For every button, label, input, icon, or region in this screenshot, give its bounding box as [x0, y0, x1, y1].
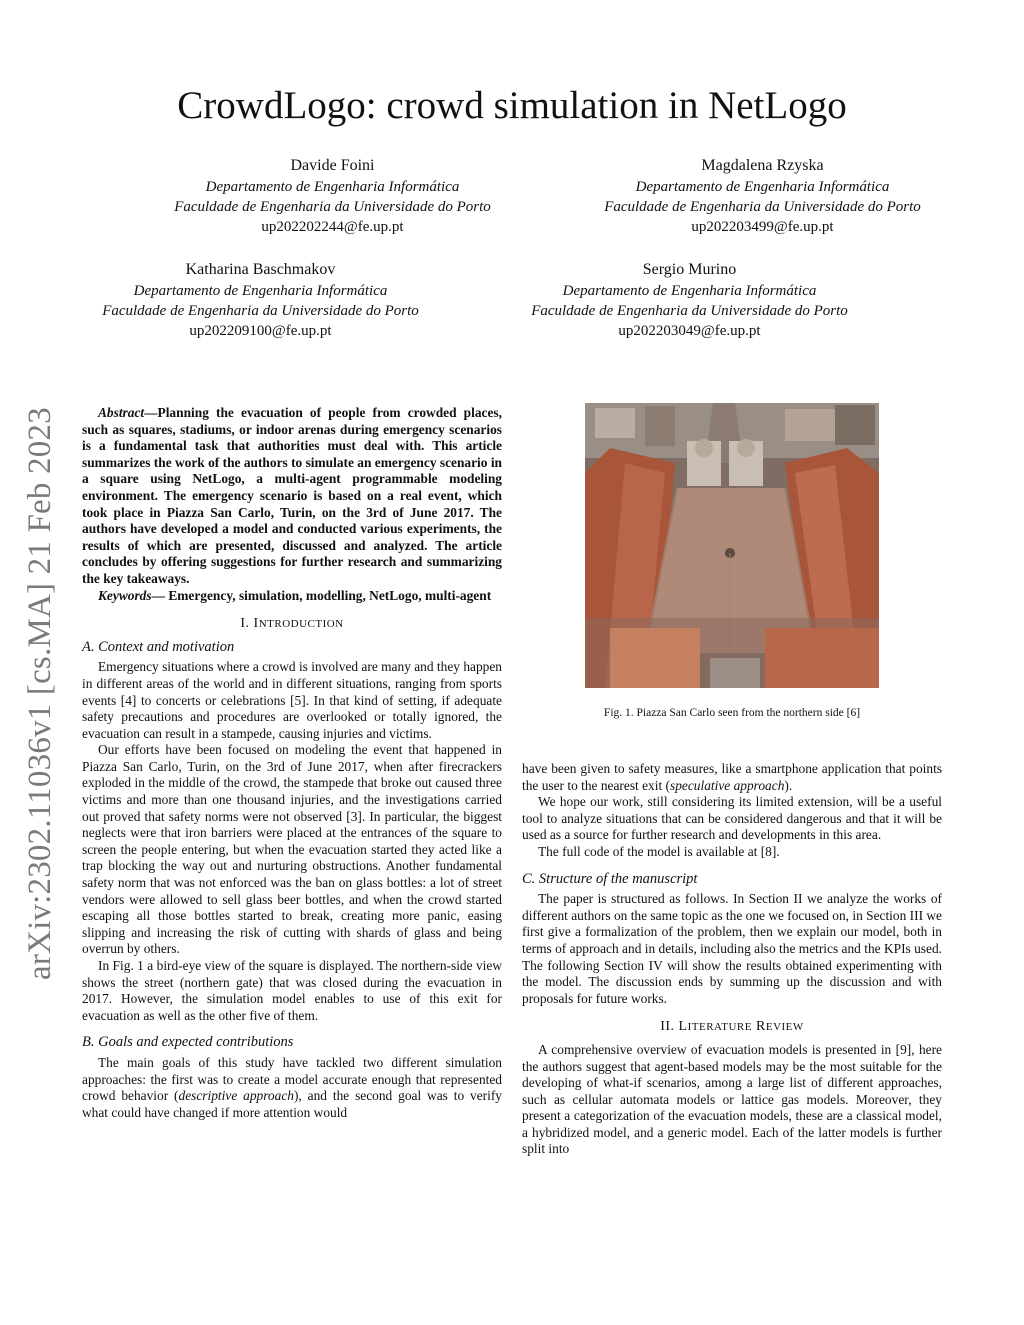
left-column: [82, 405, 502, 1121]
paragraph: In Fig. 1 a bird-eye view of the square is displayed. The northern-side view shows the street (northern gate) that was closed during the evacuation in 2017. However, the simulation model enables to use of this exit for evacuation as well as the other five of them.: [82, 958, 502, 1023]
author-email: up202203499@fe.up.pt: [691, 219, 834, 235]
author-faculty: Faculdade de Engenharia da Universidade do Porto: [102, 303, 419, 319]
right-column: [522, 761, 942, 1158]
paragraph: Emergency situations where a crowd is involved are many and they happen in different areas of the world and in different situations, ranging from sports events [4] to concerts or celebrations [5]. In that kind of setting, if adequate safety precautions and procedures are overlooked or totally ignored, the evacuation can result in a stampede, causing injuries and victims.: [82, 659, 502, 741]
piazza-aerial-photo: [585, 403, 879, 688]
author-department: Departamento de Engenharia Informática: [562, 283, 817, 299]
keywords-label: Keywords: [98, 587, 152, 603]
author-faculty: Faculdade de Engenharia da Universidade do Porto: [174, 199, 491, 215]
paragraph: We hope our work, still considering its limited extension, will be a useful tool to analyze situations that can be considered dangerous and that it will be used as a source for further research and developments in this area.: [522, 794, 942, 843]
paragraph: The full code of the model is available at [8].: [538, 843, 780, 859]
paragraph: The main goals of this study have tackled two different simulation approaches: the first was to create a model accurate enough that represented crowd behavior (descriptive approach), and the second goal was to verify what could have changed if more attention would: [82, 1054, 502, 1120]
subsection-heading: B. Goals and expected contributions: [82, 1034, 294, 1051]
author-faculty: Faculdade de Engenharia da Universidade do Porto: [531, 303, 848, 319]
author-department: Departamento de Engenharia Informática: [133, 283, 388, 299]
figure-caption: Fig. 1. Piazza San Carlo seen from the northern side [6]: [603, 707, 861, 719]
arxiv-identifier: arXiv:2302.11036v1 [cs.MA] 21 Feb 2023: [22, 407, 58, 980]
abstract-label: Abstract: [98, 405, 145, 420]
author-department: Departamento de Engenharia Informática: [635, 179, 890, 195]
paragraph: Our efforts have been focused on modeling the event that happened in Piazza San Carlo, Turin, on the 3rd of June 2017, when after firecrackers exploded in the middle of the crowd, the stampede that broke out caused three victims and more than one thousand injuries, and the investigations carried out proved that safety norms were not observed [3]. In particular, the biggest neglects were that iron barriers were placed at the entrances of the square to screen the people entering, but when the evacuation started they acted like a trap blocking the way out and nurturing obstructions. Another fundamental safety norm that was not enforced was the ban on glass bottles: a lot of street vendors were allowed to sell glass beer bottles, and when the crowd started escaping all those bottles started to break, creating more panic, easing slipping and increasing the risk of cutting with shards of glass and being overrun by others.: [82, 742, 502, 957]
author-department: Departamento de Engenharia Informática: [205, 179, 460, 195]
abstract-text: —Planning the evacuation of people from crowded places, such as squares, stadiums, or indoor arenas during emergency scenarios is a fundamental task that authorities must deal with. This article summarizes the work of the authors to simulate an emergency scenario in a square using NetLogo, a multi-agent programmable modeling environment. The emergency scenario is based on a real event, which took place in Piazza San Carlo, Turin, on the 3rd of June 2017. The authors have developed a model and conducted various experiments, the results of which are presented, discussed and analyzed. The article concludes by offering suggestions for further research and summarizing the key takeaways.: [82, 405, 502, 586]
subsection-heading: A. Context and motivation: [82, 638, 235, 655]
paper-title: CrowdLogo: crowd simulation in NetLogo: [177, 84, 847, 127]
author-email: up202209100@fe.up.pt: [189, 323, 332, 339]
author-block: [497, 259, 882, 341]
paragraph: The paper is structured as follows. In Section II we analyze the works of different authors on the same topic as the one we focused on, in Section III we first give a formalization of the problem, then we explain our model, both in terms of approach and in details, including also the metrics and the KPIs used. The following Section IV will show the results obtained experimenting with the model. The discussion ends by summing up the discussion and with proposals for future works.: [522, 891, 942, 1006]
figure-image-piazza: [585, 403, 879, 688]
section-heading-literature-review: II. LITERATURE REVIEW: [660, 1019, 804, 1035]
paragraph: have been given to safety measures, like a smartphone application that points the user to the nearest exit (speculative approach).: [522, 761, 942, 793]
author-block: [68, 259, 453, 341]
author-email: up202203049@fe.up.pt: [618, 323, 761, 339]
author-name: Katharina Baschmakov: [185, 261, 336, 278]
author-name: Davide Foini: [290, 157, 375, 174]
paragraph: A comprehensive overview of evacuation models is presented in [9], here the authors suggest that agent-based models may be the most suitable for the developing of what-if scenarios, among a large list of different approaches, such as cellular automata models or lattice gas models. Moreover, they present a categorization of the evacuation models, these are a classical model, a hybridized model, and a generic model. Each of the latter models is further split into: [522, 1041, 942, 1157]
keywords-text: — Emergency, simulation, modelling, NetLogo, multi-agent: [151, 587, 492, 603]
author-block: [570, 155, 955, 237]
author-faculty: Faculdade de Engenharia da Universidade do Porto: [604, 199, 921, 215]
abstract: [82, 405, 502, 604]
section-heading-introduction: I. INTRODUCTION: [240, 616, 344, 632]
author-email: up202202244@fe.up.pt: [261, 219, 404, 235]
subsection-heading: C. Structure of the manuscript: [522, 870, 698, 887]
author-name: Sergio Murino: [642, 261, 737, 278]
author-block: [140, 155, 525, 237]
author-name: Magdalena Rzyska: [701, 157, 824, 174]
